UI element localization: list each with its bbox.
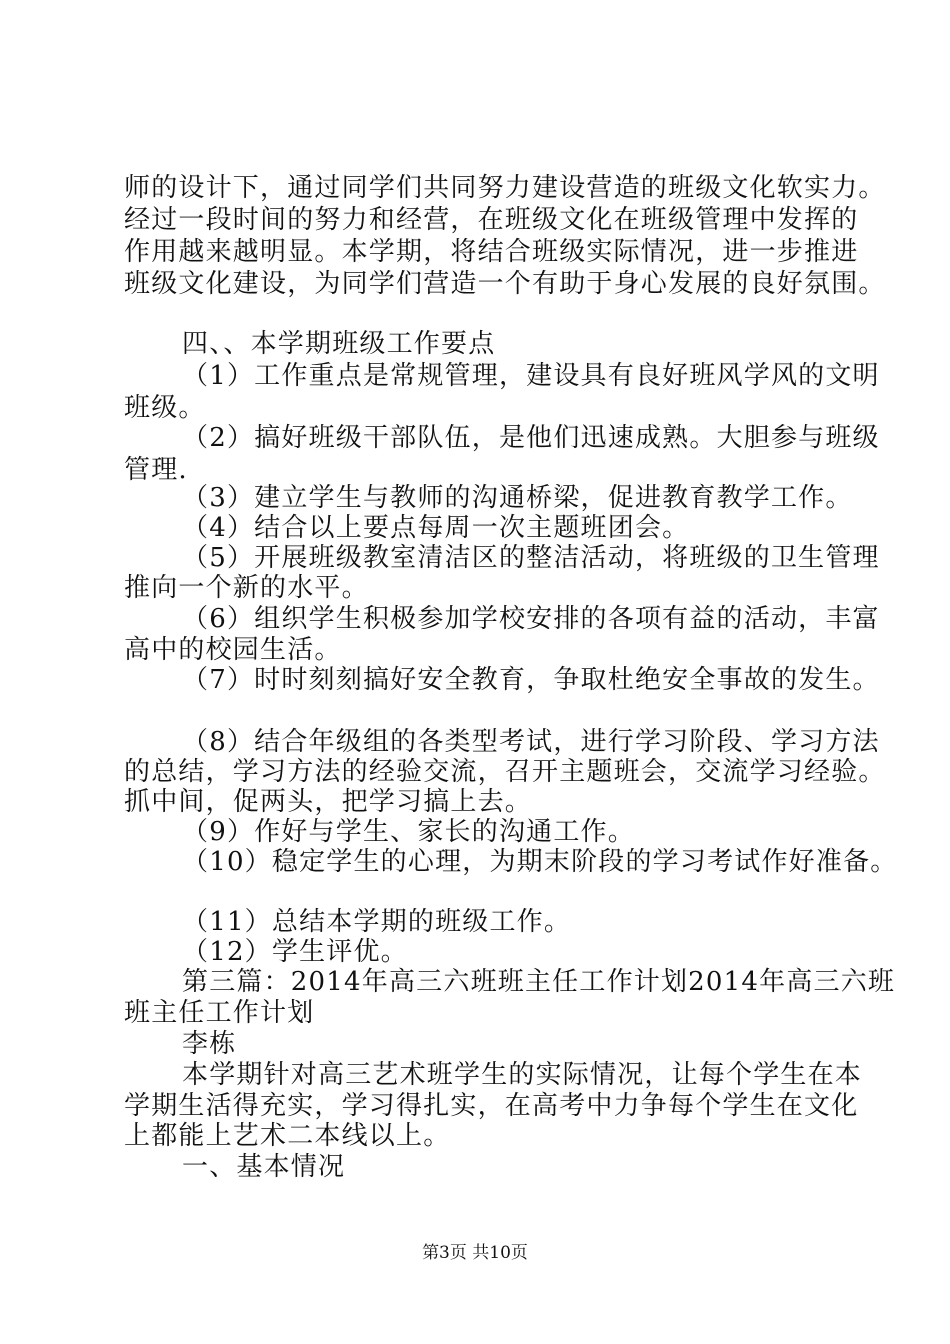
paragraph-line: 上都能上艺术二本线以上。 [124,1121,451,1151]
chapter-heading: 第三篇：2014年高三六班班主任工作计划2014年高三六班 [182,967,896,997]
text-line: 作用越来越明显。本学期，将结合班级实际情况，进一步推进 [124,237,859,267]
list-item: （1）工作重点是常规管理，建设具有良好班风学风的文明 [182,361,880,391]
section-heading: 一、基本情况 [182,1152,346,1182]
list-item-continuation: 高中的校园生活。 [124,635,342,665]
list-item: （7）时时刻刻搞好安全教育，争取杜绝安全事故的发生。 [182,665,880,695]
list-item-continuation: 推向一个新的水平。 [124,573,369,603]
list-item-continuation: 班级。 [124,393,206,423]
chapter-heading-continuation: 班主任工作计划 [124,998,315,1028]
paragraph-line: 本学期针对高三艺术班学生的实际情况，让每个学生在本 [182,1060,863,1090]
list-item: （5）开展班级教室清洁区的整洁活动，将班级的卫生管理 [182,543,880,573]
list-item: （11）总结本学期的班级工作。 [182,907,572,937]
page-number-footer: 第3页 共10页 [422,1243,528,1263]
list-item: （10）稳定学生的心理，为期末阶段的学习考试作好准备。 [182,847,898,877]
section-heading: 四、、本学期班级工作要点 [182,329,496,359]
list-item: （3）建立学生与教师的沟通桥梁，促进教育教学工作。 [182,483,853,513]
list-item: （9）作好与学生、家长的沟通工作。 [182,817,635,847]
text-line: 师的设计下，通过同学们共同努力建设营造的班级文化软实力。 [124,173,886,203]
text-line: 经过一段时间的努力和经营，在班级文化在班级管理中发挥的 [124,205,859,235]
list-item-continuation: 抓中间，促两头，把学习搞上去。 [124,787,533,817]
author-name: 李栋 [182,1029,237,1059]
list-item-continuation: 的总结，学习方法的经验交流，召开主题班会，交流学习经验。 [124,757,886,787]
paragraph-line: 学期生活得充实，学习得扎实，在高考中力争每个学生在文化 [124,1091,859,1121]
list-item: （4）结合以上要点每周一次主题班团会。 [182,513,690,543]
list-item: （2）搞好班级干部队伍，是他们迅速成熟。大胆参与班级 [182,423,880,453]
list-item: （8）结合年级组的各类型考试，进行学习阶段、学习方法 [182,727,880,757]
text-line: 班级文化建设，为同学们营造一个有助于身心发展的良好氛围。 [124,269,886,299]
list-item: （6）组织学生积极参加学校安排的各项有益的活动，丰富 [182,604,880,634]
list-item: （12）学生评优。 [182,937,408,967]
list-item-continuation: 管理. [124,455,188,485]
